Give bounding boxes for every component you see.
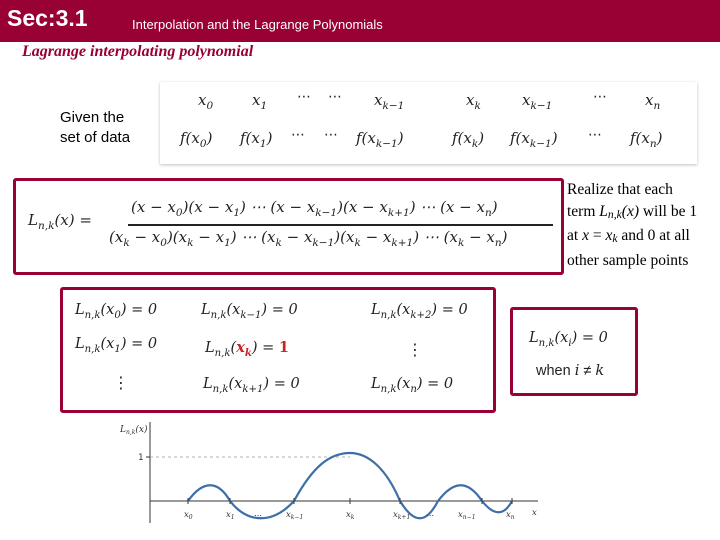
value-r2c2: $L_{n,k}(x_k) = 1$ [205, 339, 289, 359]
value-r1c2: $L_{n,k}(x_{k-1}) = 0$ [201, 302, 298, 321]
fxk-1: $f(x_{k-1})$ [356, 129, 404, 150]
xk: $x_k$ [466, 91, 481, 112]
x1: $x_1$ [252, 91, 268, 112]
x-tick-label: $x_1$ [226, 510, 235, 521]
highlighted-xk: $x_k$ [236, 339, 252, 359]
fx1: $f(x_1)$ [240, 129, 273, 150]
x-tick-label: $x_k$ [346, 510, 355, 521]
title-bar [0, 0, 720, 42]
fxk: $f(x_k)$ [452, 129, 485, 150]
value-r1c3: $L_{n,k}(x_{k+2}) = 0$ [371, 302, 468, 321]
x-tick-label: $x_0$ [184, 510, 193, 521]
xk-1: $x_{k-1}$ [374, 91, 405, 112]
fx0: $f(x_0)$ [180, 129, 213, 150]
vdots-right: ⋮ [407, 340, 423, 359]
x-tick-label: ... [254, 509, 263, 519]
data-table: $x_0$ $x_1$ ⋯ ⋯ $x_{k-1}$ $x_k$ $x_{k-1}$ ⋯ $x_n$ $f(x_0)$ $f(x_1)$ ⋯ ⋯ $f(x_{k-1})$ $f(x_k)$ $f(x_{k-1})$ ⋯ $f(x_n)$ [160, 82, 697, 164]
formula-denominator: $(x_k - x_0)(x_k - x_1)$ ⋯ $(x_k - x_{k-1})(x_k - x_{k+1})$ ⋯ $(x_k - x_n)$ [109, 228, 508, 249]
value-r1c1: $L_{n,k}(x_0) = 0$ [75, 302, 158, 321]
xn: $x_n$ [645, 91, 661, 112]
vdots-left: ⋮ [113, 373, 129, 392]
given-label: Given the set of data [60, 109, 131, 146]
basis-curve [188, 453, 512, 518]
fxn: $f(x_n)$ [630, 129, 663, 150]
x-tick-label: $x_n$ [506, 510, 515, 521]
value-r2c1: $L_{n,k}(x_1) = 0$ [75, 336, 158, 355]
y-tick-label: 1 [138, 453, 144, 463]
slide-title: Interpolation and the Lagrange Polynomials [132, 17, 383, 32]
formula-numerator: $(x - x_0)(x - x_1)$ ⋯ $(x - x_{k-1})(x - x_{k+1})$ ⋯ $(x - x_n)$ [131, 198, 498, 219]
value-r3c2: $L_{n,k}(x_{k+1}) = 0$ [203, 376, 300, 395]
x-axis-label: x [532, 508, 537, 518]
x-tick-label: ... [426, 509, 435, 519]
rule-equation: $L_{n,k}(x_i) = 0$ [529, 330, 608, 349]
x-tick-label: $x_{n-1}$ [458, 510, 476, 521]
rule-condition: when i ≠ k [536, 363, 605, 379]
x0: $x_0$ [198, 91, 214, 112]
realize-note: Realize that each term Ln,k(x) will be 1 at x = xk and 0 at all other sample points [567, 181, 698, 269]
formula-lhs: $L_{n,k}(x)$ = [28, 211, 92, 232]
fxk-1b: $f(x_{k-1})$ [510, 129, 558, 150]
slide-subtitle: Lagrange interpolating polynomial [22, 43, 254, 60]
rule-box [510, 307, 638, 396]
section-number: Sec:3.1 [7, 5, 88, 31]
value-r3c3: $L_{n,k}(x_n) = 0$ [371, 376, 454, 395]
x-tick-label: $x_{k-1}$ [286, 510, 304, 521]
xk-1b: $x_{k-1}$ [522, 91, 553, 112]
formula-box [13, 178, 564, 275]
fraction-bar [128, 224, 553, 226]
values-box [60, 287, 496, 413]
y-axis-label: $L_{n,k}(x)$ [120, 425, 148, 436]
lagrange-basis-plot [108, 418, 548, 528]
x-tick-label: $x_{k+1}$ [393, 510, 411, 521]
